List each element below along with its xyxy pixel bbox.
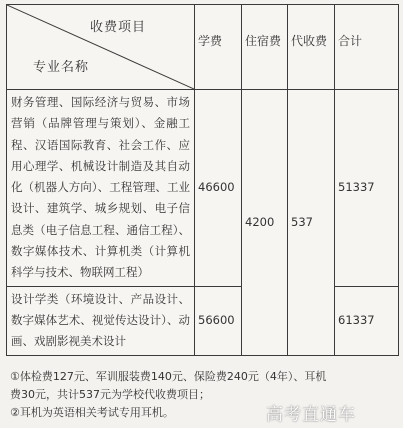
tuition-header: 学费 [195, 5, 242, 90]
fee-item-label: 收费项目 [89, 20, 146, 35]
total-cell: 51337 [335, 90, 399, 287]
total-header: 合计 [335, 5, 399, 90]
diagonal-header-cell [7, 5, 195, 90]
room-header: 住宿费 [242, 5, 288, 90]
majors-cell: 财务管理、国际经济与贸易、市场营销（品牌管理与策划）、金融工程、汉语国际教育、社会工作、应用心理学、机械设计制造及其自动化（机器人方向）、工程管理、工业设计、建筑学、城乡规划、电子信息类（电子信息工程、通信工程）、数字媒体技术、计算机类（计算机科学与技术、物联网工程） [7, 90, 195, 287]
note-line: ①体检费127元、军训服装费140元、保险费240元（4年）、耳机 [10, 370, 327, 383]
note-line: ②耳机为英语相关考试专用耳机。 [10, 406, 174, 419]
major-label: 专业名称 [33, 60, 90, 75]
majors-cell: 设计学类（环境设计、产品设计、数字媒体艺术、视觉传达设计）、动画、戏剧影视美术设计 [7, 286, 195, 355]
table-row [7, 286, 399, 355]
agency-header: 代收费 [288, 5, 335, 90]
tuition-cell: 46600 [195, 90, 242, 287]
room-cell: 4200 [242, 90, 288, 356]
watermark: 高考直通车 [266, 405, 356, 425]
note-line: 费30元，共计537元为学校代收费项目； [10, 388, 210, 401]
table-row [7, 90, 399, 287]
tuition-cell: 56600 [195, 286, 242, 355]
header-row [7, 5, 399, 90]
fee-table [6, 4, 399, 356]
total-cell: 61337 [335, 286, 399, 355]
agency-cell: 537 [288, 90, 335, 356]
